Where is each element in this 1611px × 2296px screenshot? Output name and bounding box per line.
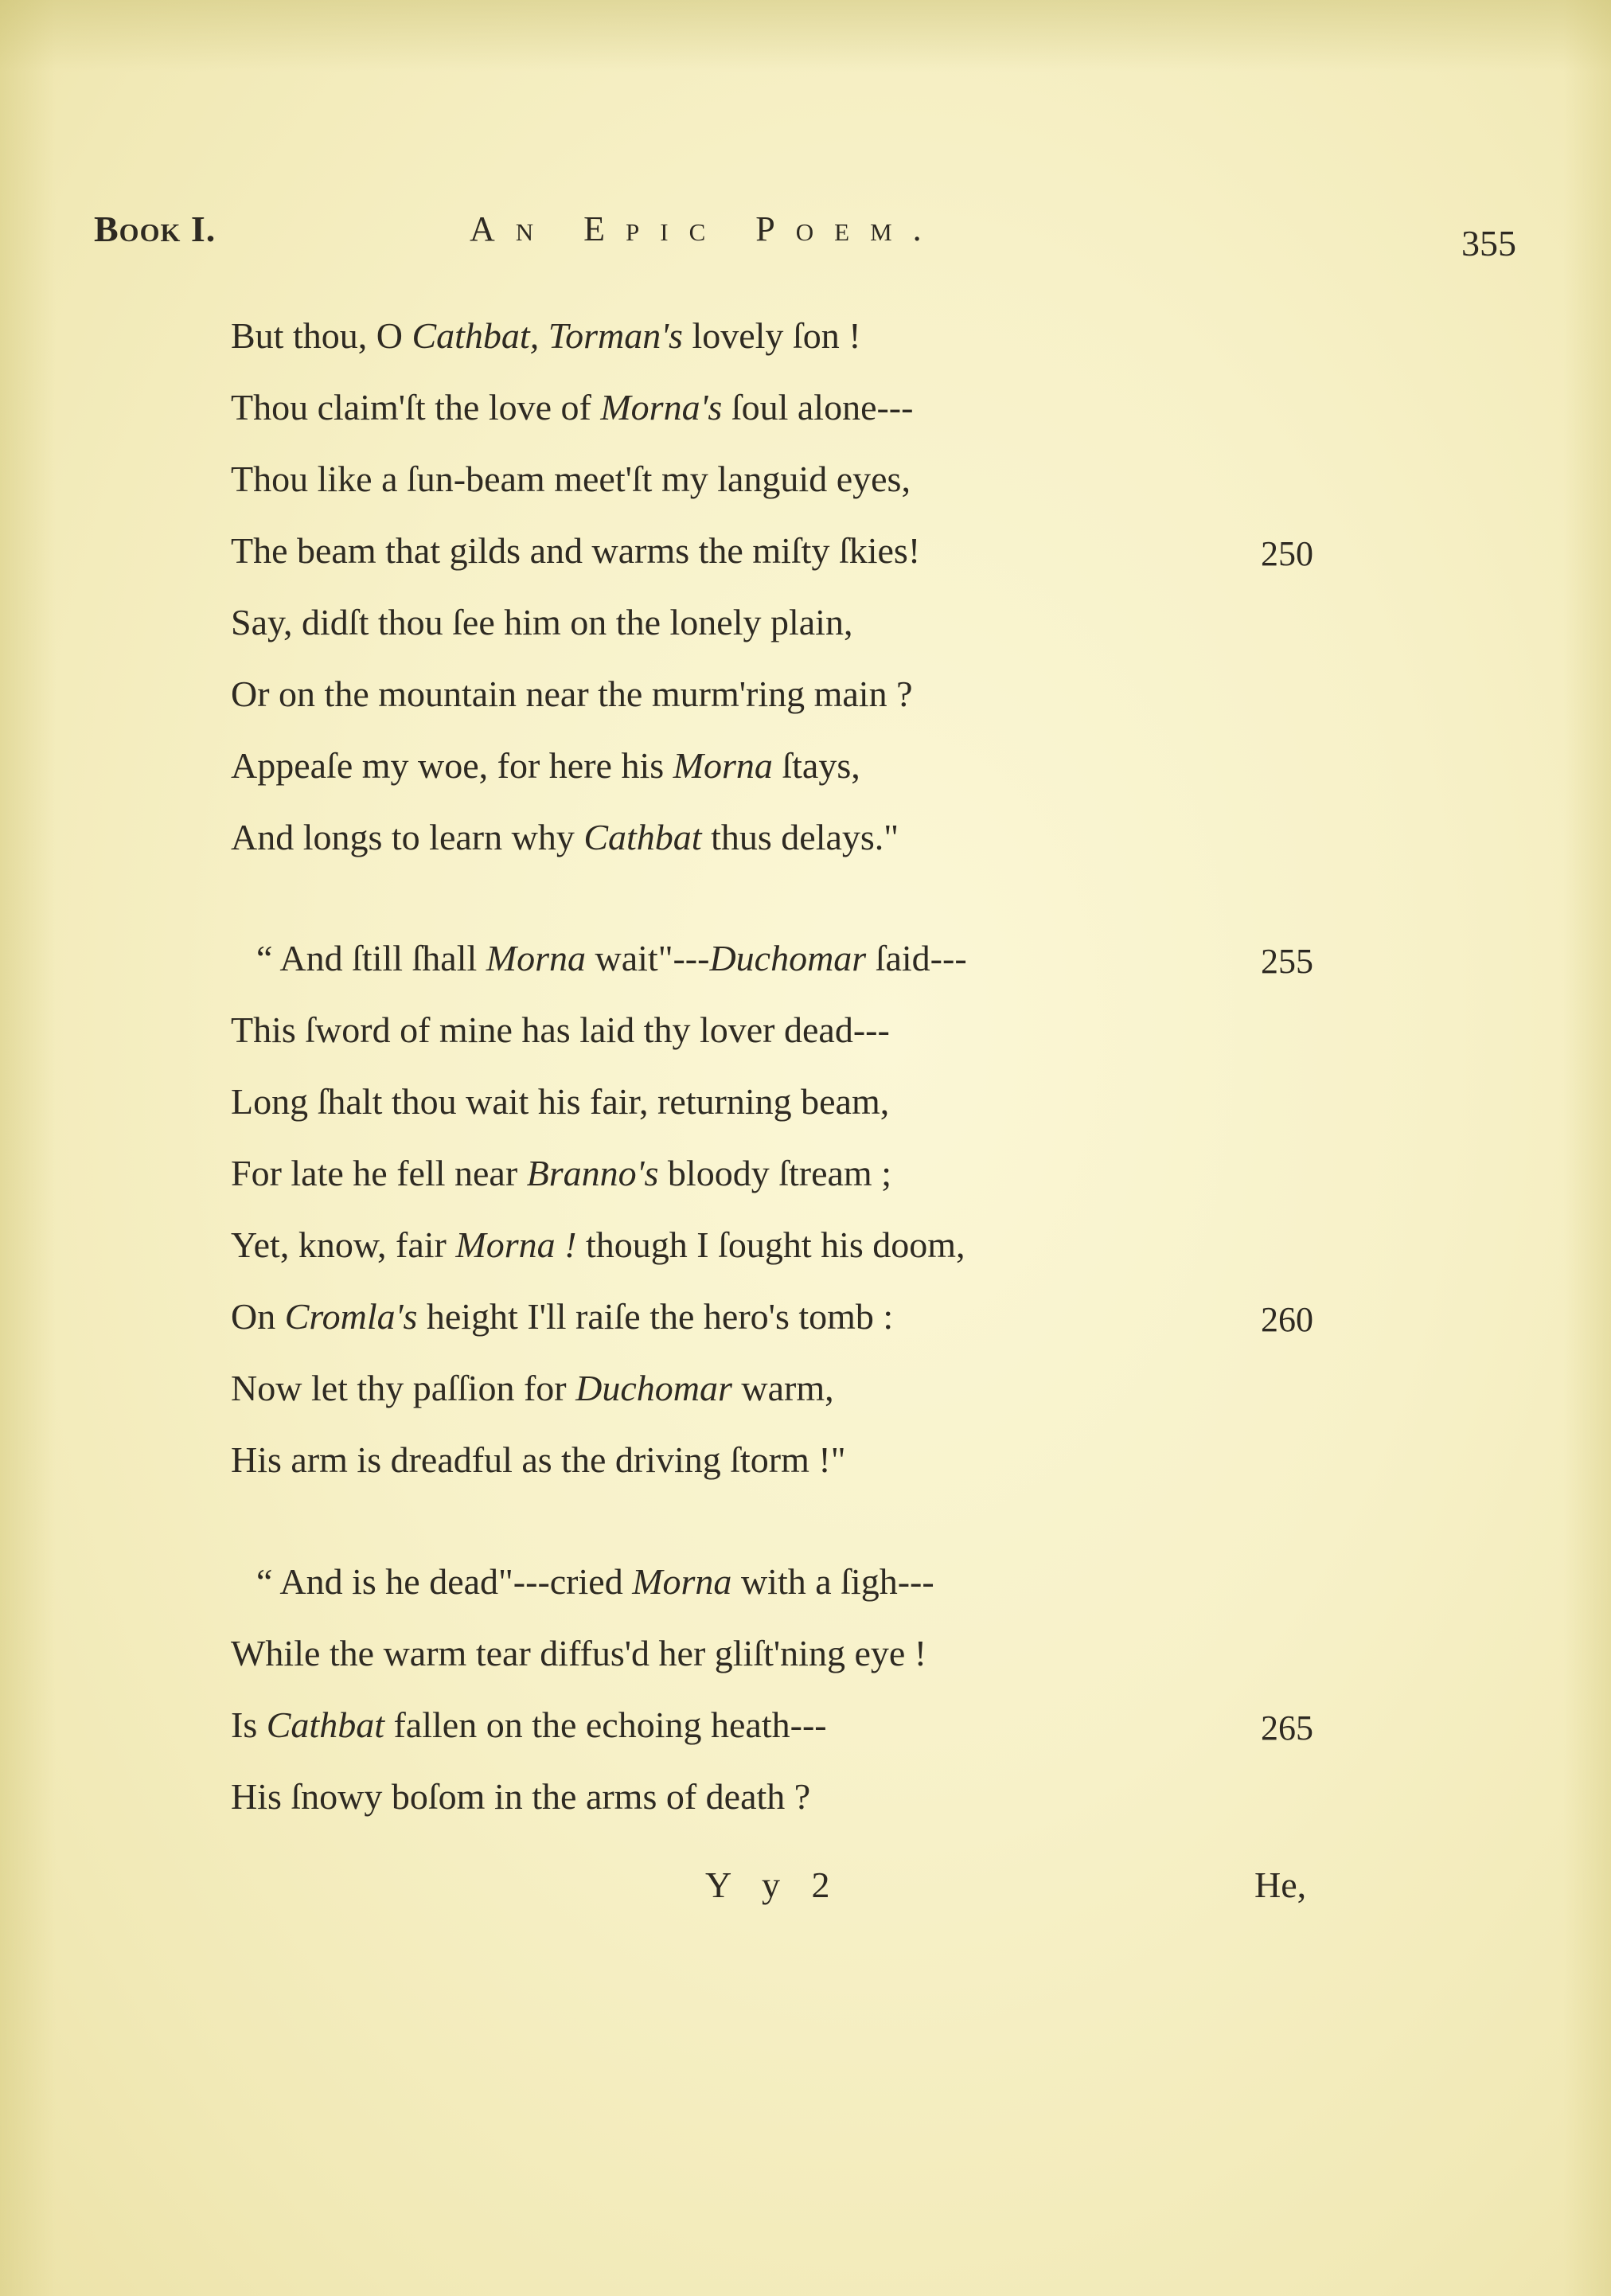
line-number: 255: [1261, 942, 1313, 981]
poem-line: [231, 527, 920, 575]
line-text: Yet, know, fair: [231, 1224, 456, 1265]
line-text: Now let thy paſſion for: [231, 1368, 576, 1408]
italic-name: Morna: [486, 938, 586, 978]
line-text: While the warm tear diffus'd her gliſt'ning eye !: [231, 1633, 927, 1673]
poem-line: [231, 1078, 889, 1126]
line-number: 260: [1261, 1300, 1313, 1339]
line-text: Long ſhalt thou wait his fair, returning beam,: [231, 1081, 890, 1122]
line-text: Thou like a ſun-beam meet'ſt my languid eyes,: [231, 459, 911, 499]
line-number: 250: [1261, 534, 1313, 573]
poem-line: [231, 1365, 834, 1412]
poem-line: [231, 384, 913, 431]
line-text: And longs to learn why: [231, 817, 584, 857]
catchword: He,: [1254, 1865, 1307, 1905]
running-title: An Epic Poem.: [470, 209, 942, 248]
poem-line: [231, 1293, 893, 1341]
poem-line: [256, 935, 967, 982]
line-text: For late he fell near: [231, 1153, 527, 1193]
italic-name: Cathbat: [583, 817, 702, 857]
line-text: On: [231, 1296, 285, 1337]
italic-name: Morna's: [600, 387, 723, 428]
page-number: 355: [1461, 223, 1516, 264]
page-edge-left-shading: [0, 0, 56, 2296]
line-text: ſaid---: [866, 938, 967, 978]
line-text: But thou, O: [231, 315, 412, 356]
line-text: though I ſought his doom,: [576, 1224, 965, 1265]
italic-name: Morna: [673, 745, 773, 786]
italic-name: Morna !: [455, 1224, 577, 1265]
line-text: The beam that gilds and warms the miſty ſkies!: [231, 530, 921, 571]
line-text: bloody ſtream ;: [658, 1153, 891, 1193]
line-text: Or on the mountain near the murm'ring main ?: [231, 674, 913, 714]
poem-line: [231, 599, 852, 646]
italic-name: Branno's: [526, 1153, 659, 1193]
italic-name: Cromla's: [284, 1296, 418, 1337]
italic-name: Duchomar: [709, 938, 867, 978]
line-text: His arm is dreadful as the driving ſtorm !": [231, 1439, 846, 1480]
poem-line: [256, 1558, 934, 1606]
line-text: Is: [231, 1704, 267, 1745]
line-text: His ſnowy boſom in the arms of death ?: [231, 1776, 811, 1817]
line-text: ſoul alone---: [722, 387, 914, 428]
line-text: lovely ſon !: [682, 315, 861, 356]
poem-line: [231, 1150, 891, 1197]
line-text: ſtays,: [772, 745, 860, 786]
line-text: with a ſigh---: [731, 1561, 934, 1602]
italic-name: Cathbat: [266, 1704, 384, 1745]
page-edge-right-shading: [1563, 0, 1611, 2296]
poem-line: [231, 670, 913, 718]
poem-line: [231, 1701, 827, 1749]
line-text: [539, 315, 548, 356]
poem-line: [231, 1773, 810, 1821]
line-text: Thou claim'ſt the love of: [231, 387, 601, 428]
line-number: 265: [1261, 1708, 1313, 1747]
line-text: “ And ſtill ſhall: [256, 938, 486, 978]
poem-line: [231, 312, 861, 360]
poem-line: [231, 1630, 926, 1677]
poem-line: [231, 1436, 846, 1484]
italic-name: Duchomar: [575, 1368, 732, 1408]
line-text: “ And is he dead"---cried: [256, 1561, 633, 1602]
line-text: Say, didſt thou ſee him on the lonely plain,: [231, 602, 853, 642]
italic-name: Cathbat,: [412, 315, 540, 356]
line-text: fallen on the echoing heath---: [384, 1704, 827, 1745]
line-text: warm,: [731, 1368, 834, 1408]
poem-line: [231, 1221, 965, 1269]
page-edge-top-shading: [0, 0, 1611, 72]
line-text: Appeaſe my woe, for here his: [231, 745, 673, 786]
poem-line: [231, 814, 899, 861]
poem-line: [231, 455, 911, 503]
poem-line: [231, 1006, 890, 1054]
book-label: Book I.: [94, 209, 216, 249]
poem-line: [231, 742, 860, 790]
line-text: wait"---: [586, 938, 710, 978]
line-text: height I'll raiſe the hero's tomb :: [417, 1296, 894, 1337]
line-text: thus delays.": [701, 817, 899, 857]
signature-mark: Y y 2: [705, 1865, 841, 1905]
italic-name: Torman's: [548, 315, 683, 356]
line-text: This ſword of mine has laid thy lover dead---: [231, 1009, 890, 1050]
italic-name: Morna: [632, 1561, 732, 1602]
